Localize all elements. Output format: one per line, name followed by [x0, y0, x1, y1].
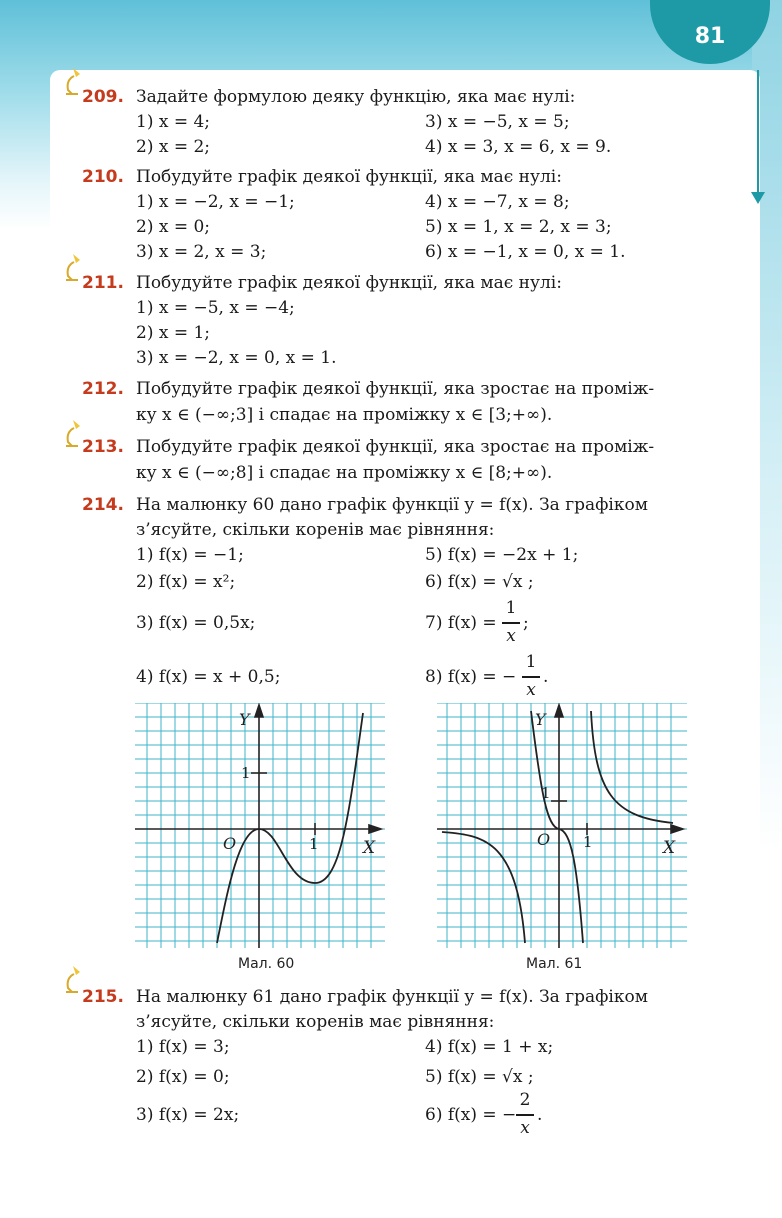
punctuation: . — [543, 667, 549, 687]
answer-item: 2) x = 2; — [136, 137, 211, 157]
answer-item: 2) x = 0; — [136, 217, 211, 237]
answer-item: 3) f(x) = 0,5x; — [136, 613, 256, 633]
problem-number: 211. — [82, 273, 124, 293]
axis-x-label: X — [363, 838, 376, 858]
axes — [135, 705, 381, 948]
problem-number: 214. — [82, 495, 124, 515]
answer-item: 4) f(x) = 1 + x; — [425, 1037, 554, 1057]
lamp-icon — [62, 252, 84, 282]
fraction-line — [516, 1114, 534, 1116]
answer-item: 3) x = 2, x = 3; — [136, 242, 267, 262]
axes — [437, 705, 683, 948]
answer-item: 1) f(x) = 3; — [136, 1037, 230, 1057]
lamp-icon — [62, 66, 84, 96]
problem-text: На малюнку 61 дано графік функції y = f(x). За графіком — [136, 987, 648, 1007]
function-graph-60 — [135, 703, 385, 948]
tick-y-label: 1 — [541, 784, 551, 802]
answer-item: 6) f(x) = √x ; — [425, 572, 534, 592]
answer-item: 3) x = −5, x = 5; — [425, 112, 570, 132]
function-curve-branch — [531, 711, 583, 943]
answer-item: 2) f(x) = 0; — [136, 1067, 230, 1087]
answer-item: 4) x = −7, x = 8; — [425, 192, 570, 212]
punctuation: ; — [523, 613, 529, 633]
problem-text: Побудуйте графік деякої функції, яка має нулі: — [136, 167, 562, 187]
problem-text: Побудуйте графік деякої функції, яка має нулі: — [136, 273, 562, 293]
answer-item: 2) f(x) = x²; — [136, 572, 236, 592]
function-graph-61 — [437, 703, 687, 948]
origin-label: O — [223, 834, 237, 853]
problem-number: 212. — [82, 379, 124, 399]
fraction-line — [502, 622, 520, 624]
function-curve-branch — [442, 832, 525, 943]
problem-text: з’ясуйте, скільки коренів має рівняння: — [136, 520, 495, 540]
problem-text: Побудуйте графік деякої функції, яка зростає на промiж- — [136, 437, 655, 457]
answer-item: 7) f(x) = — [425, 613, 497, 633]
answer-item: 6) x = −1, x = 0, x = 1. — [425, 242, 626, 262]
axis-x-label: X — [663, 838, 676, 858]
answer-item: 8) f(x) = − — [425, 667, 517, 687]
lamp-icon — [62, 964, 84, 994]
punctuation: . — [537, 1105, 543, 1125]
grid-lines — [135, 703, 385, 948]
answer-item: 6) f(x) = − — [425, 1105, 517, 1125]
tick-x-label: 1 — [583, 833, 593, 851]
fraction-denominator: x — [506, 626, 516, 646]
problem-text: Задайте формулою деяку функцію, яка має нулі: — [136, 87, 576, 107]
axis-y-label: Y — [239, 710, 250, 729]
fraction-denominator: x — [520, 1118, 530, 1138]
answer-item: 1) x = −2, x = −1; — [136, 192, 295, 212]
fraction-numerator: 2 — [519, 1090, 531, 1110]
problem-text: На малюнку 60 дано графік функції y = f(x). За графіком — [136, 495, 648, 515]
function-curve — [217, 713, 363, 943]
problem-text: ку x ∈ (−∞;8] і спадає на проміжку x ∈ [8;+∞). — [136, 463, 553, 483]
problem-text: з’ясуйте, скільки коренів має рівняння: — [136, 1012, 495, 1032]
answer-item: 3) f(x) = 2x; — [136, 1105, 240, 1125]
answer-item: 5) f(x) = √x ; — [425, 1067, 534, 1087]
origin-label: O — [537, 830, 551, 849]
answer-item: 3) x = −2, x = 0, x = 1. — [136, 348, 337, 368]
page-number: 81 — [694, 24, 726, 49]
side-arrow-line — [757, 70, 759, 195]
problem-number: 209. — [82, 87, 124, 107]
answer-item: 1) f(x) = −1; — [136, 545, 244, 565]
answer-item: 5) f(x) = −2x + 1; — [425, 545, 579, 565]
lamp-icon — [62, 418, 84, 448]
side-arrow-icon — [751, 192, 765, 204]
answer-item: 2) x = 1; — [136, 323, 211, 343]
fraction-denominator: x — [526, 680, 536, 700]
figure-caption: Мал. 61 — [526, 956, 583, 972]
problem-text: Побудуйте графік деякої функції, яка зростає на промiж- — [136, 379, 655, 399]
fraction-numerator: 1 — [525, 652, 537, 672]
answer-item: 5) x = 1, x = 2, x = 3; — [425, 217, 612, 237]
answer-item: 1) x = −5, x = −4; — [136, 298, 295, 318]
axis-y-label: Y — [535, 710, 546, 729]
problem-number: 213. — [82, 437, 124, 457]
problem-number: 215. — [82, 987, 124, 1007]
problem-number: 210. — [82, 167, 124, 187]
answer-item: 4) f(x) = x + 0,5; — [136, 667, 281, 687]
figure-caption: Мал. 60 — [238, 956, 295, 972]
grid-lines — [437, 703, 687, 948]
answer-item: 4) x = 3, x = 6, x = 9. — [425, 137, 612, 157]
tick-y-label: 1 — [241, 764, 251, 782]
fraction-numerator: 1 — [505, 598, 517, 618]
problem-text: ку x ∈ (−∞;3] і спадає на проміжку x ∈ [3;+∞). — [136, 405, 553, 425]
tick-x-label: 1 — [309, 835, 319, 853]
answer-item: 1) x = 4; — [136, 112, 211, 132]
fraction-line — [522, 676, 540, 678]
function-curve-branch — [591, 711, 673, 823]
